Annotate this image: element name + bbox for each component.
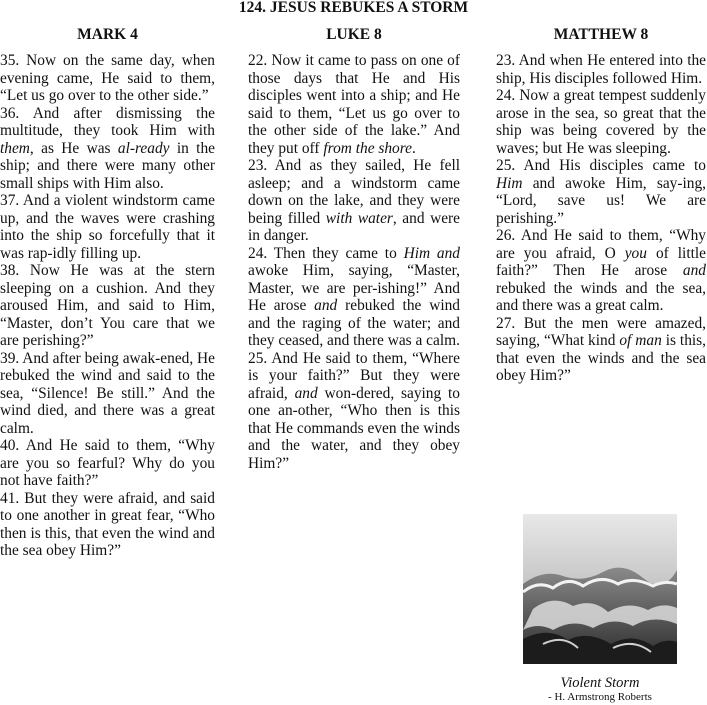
luke-heading: LUKE 8 <box>326 26 382 43</box>
verse: 22. Now it came to pass on one of those days that He and His disciples went into a ship; and He said to them, “Let us go over to the other side of the lake.” And they put off from the shore. <box>248 52 460 157</box>
verse: 23. And as they sailed, He fell asleep; and a windstorm came down on the lake, and they were being filled with water, and were in danger. <box>248 157 460 244</box>
storm-photo <box>523 514 677 664</box>
image-credit: - H. Armstrong Roberts <box>548 691 652 703</box>
verse: 37. And a violent windstorm came up, and the waves were crashing into the ship so forcefully that it was rap-idly filling up. <box>0 192 215 262</box>
verse: 23. And when He entered into the ship, His disciples followed Him. <box>496 52 706 87</box>
verse: 38. Now He was at the stern sleeping on a cushion. And they aroused Him, and said to Him, “Master, don’t You care that we are perishing?” <box>0 262 215 349</box>
verse: 39. And after being awak-ened, He rebuked the wind and said to the sea, “Silence! Be still.” And the wind died, and there was a great calm. <box>0 349 215 437</box>
storm-sea-image <box>523 514 677 664</box>
verse: 27. But the men were amazed, saying, “What kind of man is this, that even the winds and the sea obey Him?” <box>496 314 706 384</box>
verse: 25. And He said to them, “Where is your faith?” But they were afraid, and won-dered, saying to one an-other, “Who then is this that He commands even the winds and the water, and they obey Him?” <box>248 349 460 472</box>
verse: 41. But they were afraid, and said to one another in great fear, “Who then is this, that even the wind and the sea obey Him?” <box>0 489 215 559</box>
verse: 25. And His disciples came to Him and awoke Him, say-ing, “Lord, save us! We are perishing.” <box>496 157 706 227</box>
verse: 24. Then they came to Him and awoke Him, saying, “Master, Master, we are per-ishing!” And He arose and rebuked the wind and the raging of the water; and they ceased, and there was a calm. <box>248 244 460 349</box>
matthew-heading: MATTHEW 8 <box>553 26 649 43</box>
verse: 24. Now a great tempest suddenly arose in the sea, so great that the ship was being covered by the waves; but He was sleeping. <box>496 87 706 157</box>
verse: 36. And after dismissing the multitude, they took Him with them, as He was al-ready in the ship; and there were many other small ships with Him also. <box>0 104 215 192</box>
verse: 40. And He said to them, “Why are you so fearful? Why do you not have faith?” <box>0 437 215 489</box>
mark-heading: MARK 4 <box>77 26 138 43</box>
luke-column <box>248 52 460 472</box>
verse: 35. Now on the same day, when evening came, He said to them, “Let us go over to the other side.” <box>0 52 215 104</box>
verse: 26. And He said to them, “Why are you afraid, O you of little faith?” Then He arose and rebuked the winds and the sea, and there was a great calm. <box>496 227 706 314</box>
matthew-column <box>496 52 706 385</box>
mark-column <box>0 52 215 560</box>
image-caption: Violent Storm <box>560 675 640 691</box>
page-title: 124. JESUS REBUKES A STORM <box>238 0 469 16</box>
